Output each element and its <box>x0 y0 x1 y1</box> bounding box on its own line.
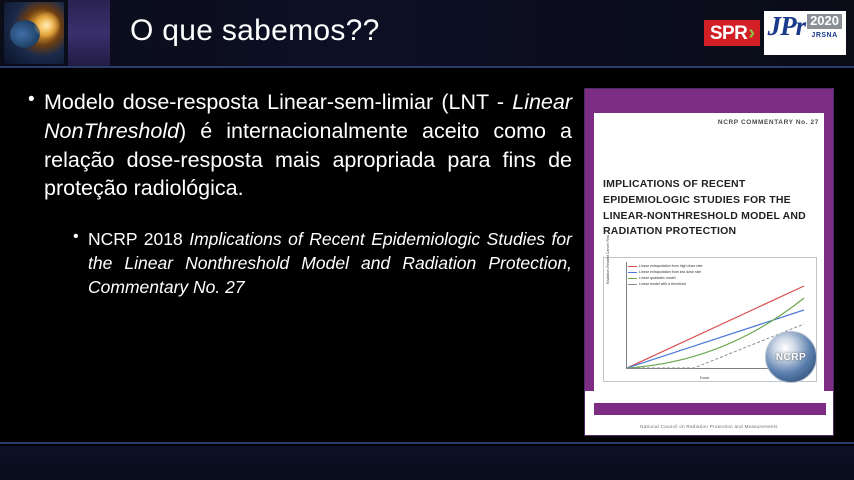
cover-footnote: National Council on Radiation Protection and Measurements <box>640 424 778 429</box>
ncrp-report-cover-image <box>584 88 834 436</box>
bullet1-text-part1: Modelo dose-resposta Linear-sem-limiar (LNT - <box>44 90 513 114</box>
slide-body <box>26 88 572 300</box>
legend-label: Linear extrapolation from low dose rate <box>639 270 702 275</box>
bullet-level1 <box>26 88 572 203</box>
cover-chart-ylabel: Radiation-Related Cancer Risk <box>606 234 610 284</box>
jpr-logo-sub: JRSNA <box>811 31 838 39</box>
cover-top-band <box>585 89 833 113</box>
ncrp-seal-label: NCRP <box>775 351 807 363</box>
bullet2-text-part1: NCRP 2018 <box>88 229 190 250</box>
legend-label: Linear extrapolation from high dose rate <box>639 264 703 268</box>
globe-sunflare <box>34 12 60 38</box>
spr-logo <box>704 20 760 46</box>
jpr-logo-side <box>807 13 842 39</box>
jpr-logo-label: JPr <box>767 11 806 41</box>
spr-logo-tick: › <box>748 22 755 44</box>
legend-label: Linear quadratic model <box>639 276 676 281</box>
bullet2-text-italic: Implications of Recent Epidemiologic Studies for the Linear Nonthreshold Model and Radiation Protection, Commentary No. 27 <box>88 229 572 298</box>
bullet1-text-italic: Linear NonThreshold <box>44 90 572 143</box>
logo-group <box>704 8 846 58</box>
header-accent-bar <box>68 0 110 66</box>
cover-title: IMPLICATIONS OF RECENT EPIDEMIOLOGIC STUDIES FOR THE LINEAR-NONTHRESHOLD MODEL AND RADIATION PROTECTION <box>603 178 806 238</box>
spr-logo-label: SPR <box>709 22 748 44</box>
page-title: O que sabemos?? <box>130 14 380 47</box>
legend-label: Linear model with a threshold <box>639 282 686 287</box>
jpr-logo-year: 2020 <box>807 14 842 29</box>
slide-header <box>0 0 854 68</box>
bullet-level2 <box>72 227 572 299</box>
slide-footer <box>0 442 854 480</box>
ncrp-seal-icon <box>765 331 817 383</box>
cover-bottom-band <box>594 403 826 415</box>
jpr-logo <box>764 11 846 55</box>
cover-left-band <box>585 89 594 435</box>
cover-right-band <box>824 89 833 435</box>
cover-chart-xlabel: Dose <box>700 375 710 380</box>
globe-eclipse-icon <box>4 2 64 64</box>
cover-commentary-label: NCRP COMMENTARY No. 27 <box>717 119 819 126</box>
bullet1-text-part2: ) é internacionalmente aceito como a relação dose-resposta mais apropriada para fins de proteção radiológica. <box>44 118 572 201</box>
footer-background <box>0 446 854 480</box>
